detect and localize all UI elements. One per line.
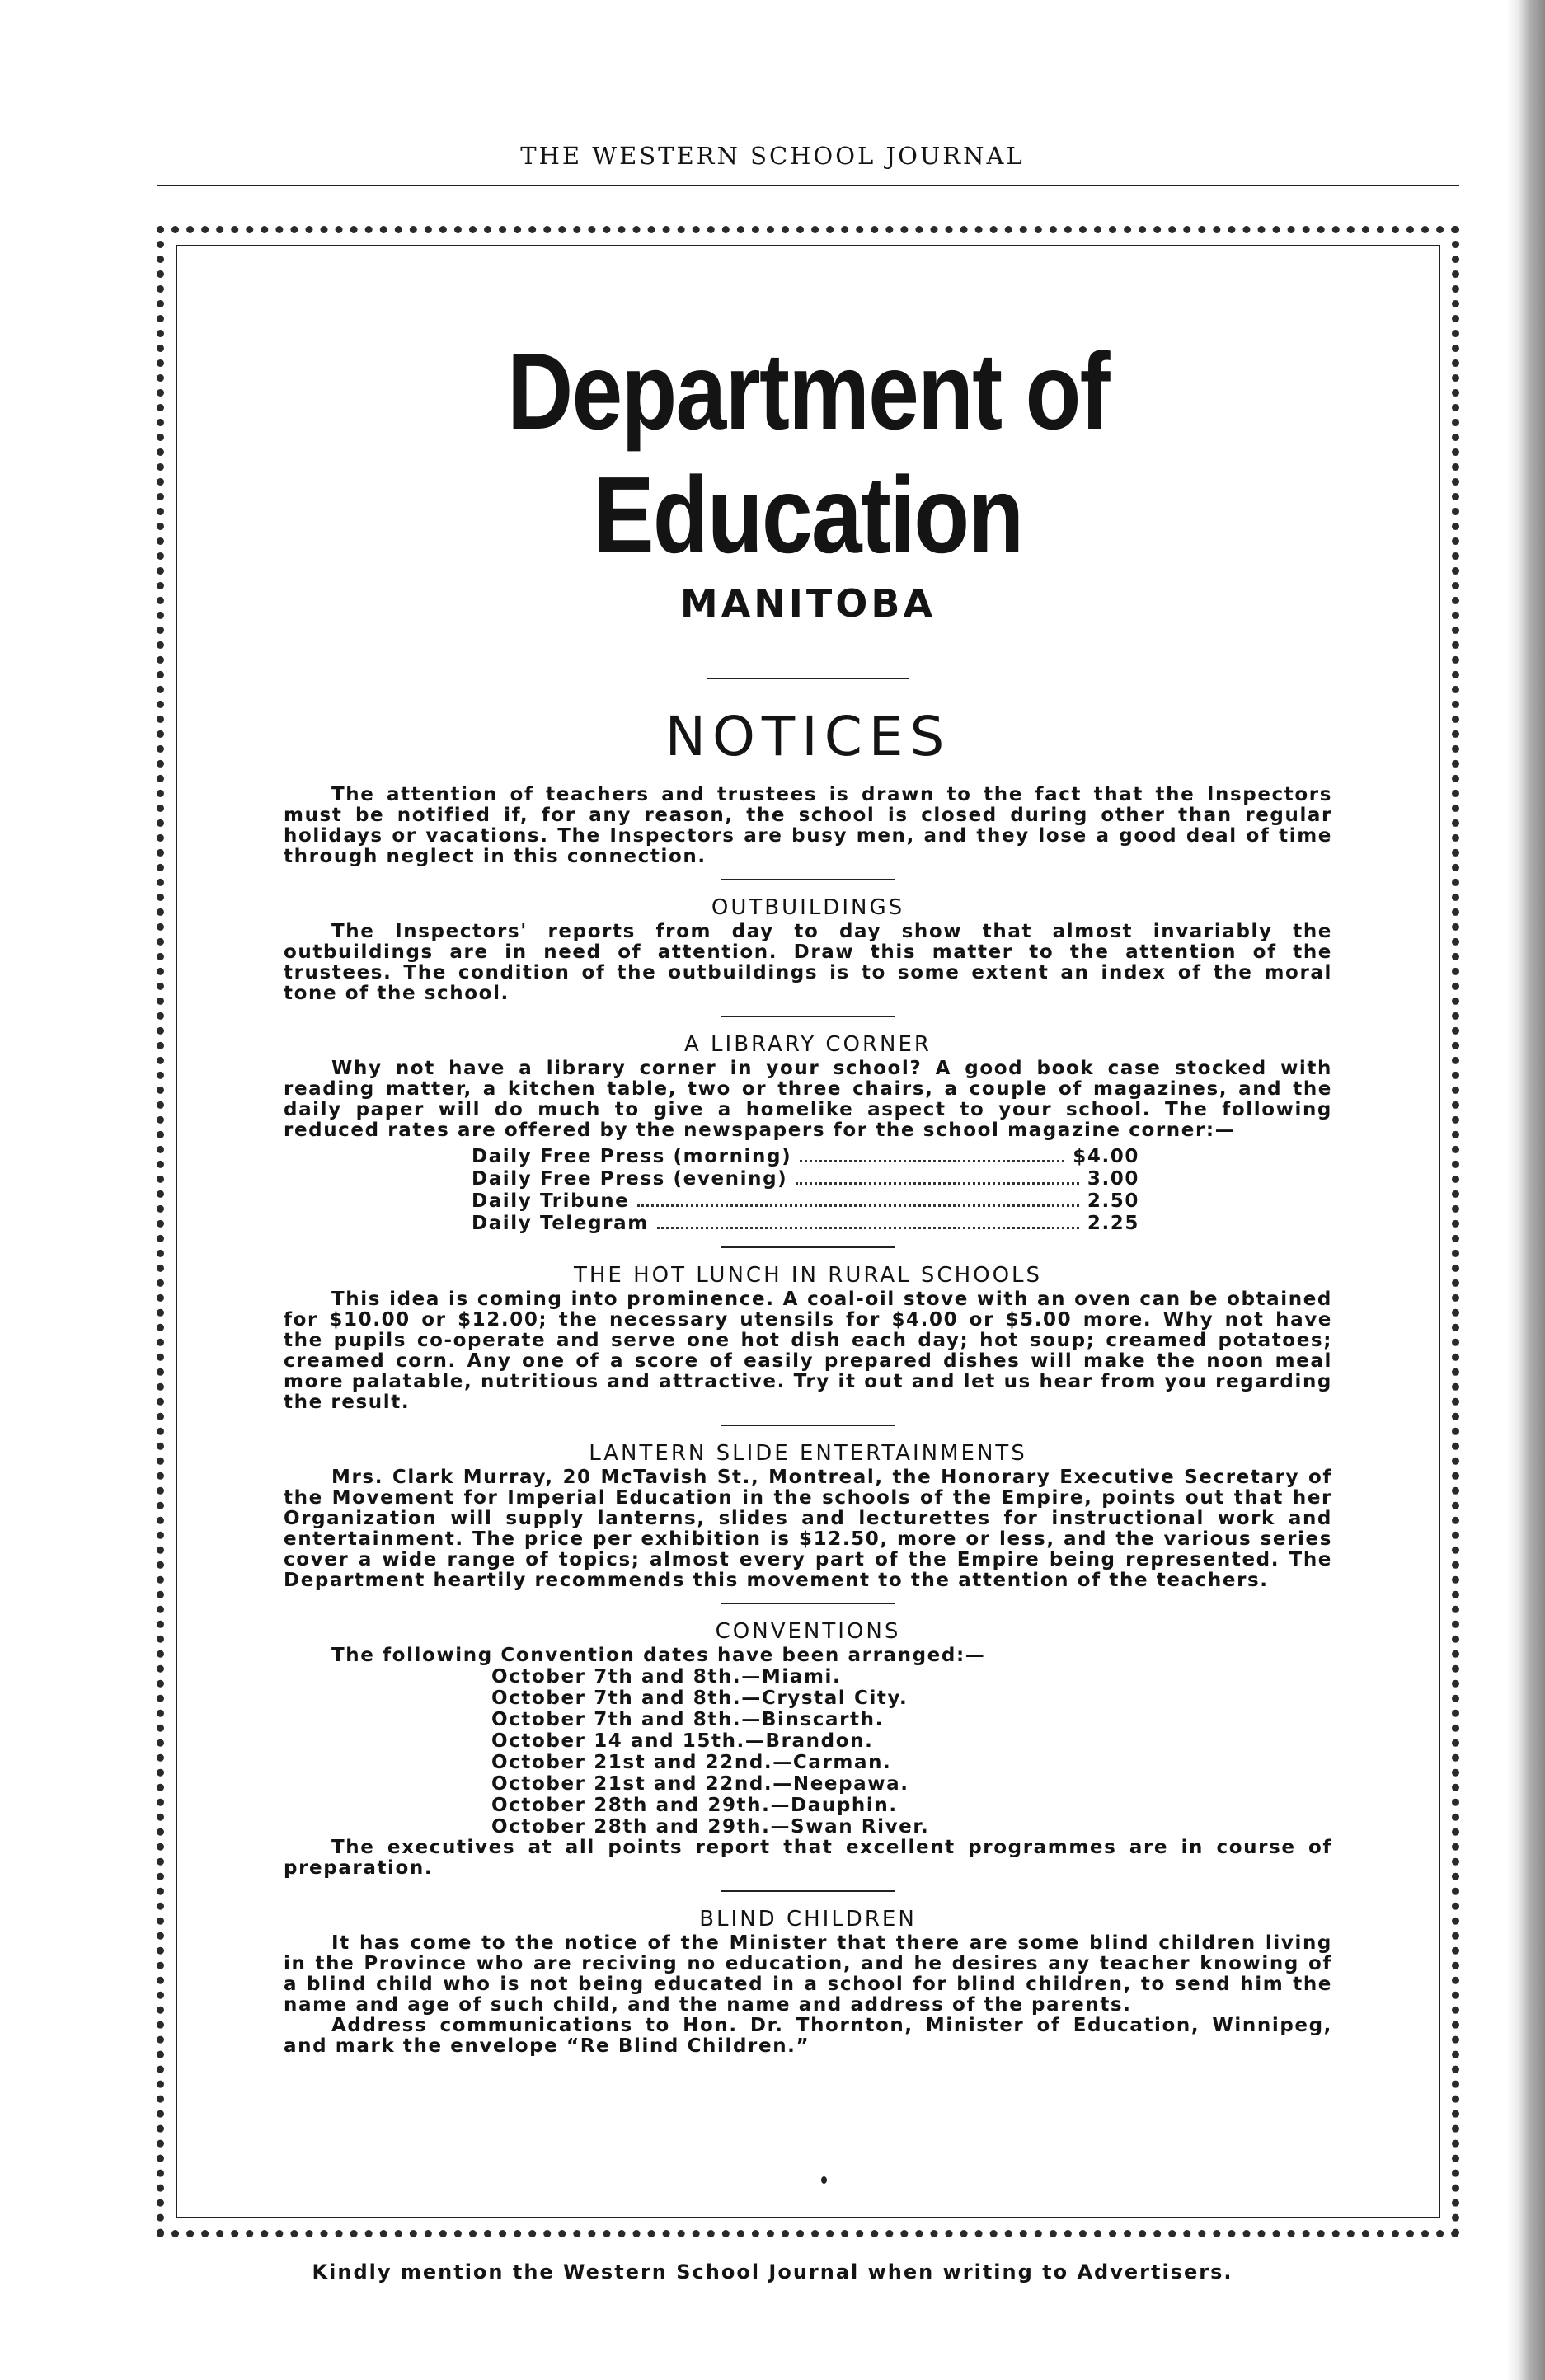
department-title: Department of Education <box>507 331 1109 575</box>
header-rule <box>157 185 1459 186</box>
blind-children-address: Address communications to Hon. Dr. Thornton, Minister of Education, Winnipeg, and mark the envelope “Re Blind Children.” <box>284 2015 1332 2057</box>
section-divider <box>721 1246 895 1248</box>
notices-heading: NOTICES <box>664 705 951 768</box>
journal-header: THE WESTERN SCHOOL JOURNAL <box>520 142 1025 170</box>
rate-price: 3.00 <box>1087 1168 1139 1190</box>
outbuildings-text: The Inspectors' reports from day to day show that almost invariably the outbuildings are in need of attention. Draw this matter to the attention of the trustees. The condition of the outbuildings is to some extent an index of the moral tone of the school. <box>284 921 1332 1004</box>
section-divider <box>721 1603 895 1604</box>
convention-date: October 28th and 29th.—Swan River. <box>491 1816 930 1838</box>
blind-children-text: It has come to the notice of the Minister that there are some blind children living in the Province who are reciving no education, and he desires any teacher knowing of a blind child who is not being educated in a school for blind children, to send him the name and age of such child, and the name and address of the parents. <box>284 1932 1332 2016</box>
footer-note: Kindly mention the Western School Journal when writing to Advertisers. <box>312 2260 1233 2284</box>
hot-lunch-heading: THE HOT LUNCH IN RURAL SCHOOLS <box>573 1263 1043 1288</box>
library-text: Why not have a library corner in your school? A good book case stocked with reading matter, a kitchen table, two or three chairs, a couple of magazines, and the daily paper will do much to give a homelike aspect to your school. The following reduced rates are offered by the newspapers for the school magazine corner:— <box>284 1058 1332 1141</box>
section-divider <box>721 1016 895 1017</box>
convention-date: October 21st and 22nd.—Carman. <box>491 1752 892 1773</box>
conventions-outro: The executives at all points report that excellent programmes are in course of preparation. <box>284 1837 1332 1879</box>
rate-name: Daily Free Press (evening) <box>472 1168 788 1190</box>
rate-name: Daily Tribune <box>472 1190 630 1212</box>
lantern-heading: LANTERN SLIDE ENTERTAINMENTS <box>589 1441 1027 1466</box>
convention-date: October 7th and 8th.—Crystal City. <box>491 1688 909 1709</box>
dot-leader <box>796 1182 1079 1185</box>
section-divider <box>721 1890 895 1892</box>
outbuildings-heading: OUTBUILDINGS <box>711 895 905 920</box>
convention-dates <box>491 1666 1332 1838</box>
rate-row <box>472 1190 1139 1213</box>
blind-children-heading: BLIND CHILDREN <box>699 1907 917 1932</box>
conventions-intro: The following Convention dates have been arranged:— <box>331 1645 986 1666</box>
ornament-dot <box>821 2176 827 2184</box>
dot-leader <box>800 1160 1064 1162</box>
dot-leader <box>637 1204 1078 1207</box>
rate-price: 2.50 <box>1087 1190 1139 1212</box>
rate-price: 2.25 <box>1087 1213 1139 1234</box>
notices-intro: The attention of teachers and trustees is drawn to the fact that the Inspectors must be notified if, for any reason, the school is closed during other than regular holidays or vacations. The Inspectors are busy men, and they lose a good deal of time through neglect in this connection. <box>284 784 1332 867</box>
rate-name: Daily Telegram <box>472 1213 649 1234</box>
province-subtitle: MANITOBA <box>679 581 937 626</box>
dot-leader <box>657 1227 1079 1229</box>
conventions-heading: CONVENTIONS <box>715 1619 901 1644</box>
rate-row <box>472 1213 1139 1235</box>
title-divider <box>707 678 909 679</box>
advertisement-content <box>284 330 1332 2057</box>
rate-row <box>472 1146 1139 1168</box>
convention-date: October 7th and 8th.—Binscarth. <box>491 1709 884 1730</box>
rate-name: Daily Free Press (morning) <box>472 1146 792 1167</box>
convention-date: October 7th and 8th.—Miami. <box>491 1666 842 1688</box>
newspaper-rates <box>472 1146 1139 1235</box>
convention-date: October 21st and 22nd.—Neepawa. <box>491 1773 909 1795</box>
rate-price: $4.00 <box>1073 1146 1139 1167</box>
page-edge-shadow <box>1507 0 1545 2380</box>
library-heading: A LIBRARY CORNER <box>683 1032 932 1057</box>
hot-lunch-text: This idea is coming into prominence. A coal-oil stove with an oven can be obtained for $10.00 or $12.00; the necessary utensils for $4.00 or $5.00 more. Why not have the pupils co-operate and serve one hot dish each day; hot soup; creamed potatoes; creamed corn. Any one of a score of easily prepared dishes will make the noon meal more palatable, nutritious and attractive. Try it out and let us hear from you regarding the result. <box>284 1289 1332 1413</box>
convention-date: October 14 and 15th.—Brandon. <box>491 1730 874 1752</box>
convention-date: October 28th and 29th.—Dauphin. <box>491 1795 898 1816</box>
rate-row <box>472 1168 1139 1190</box>
lantern-text: Mrs. Clark Murray, 20 McTavish St., Montreal, the Honorary Executive Secretary of the Movement for Imperial Education in the schools of the Empire, points out that her Organization will supply lanterns, slides and lecturettes for instructional work and entertainment. The price per exhibition is $12.50, more or less, and the various series cover a wide range of topics; almost every part of the Empire being represented. The Department heartily recommends this movement to the attention of the teachers. <box>284 1467 1332 1591</box>
section-divider <box>721 879 895 880</box>
section-divider <box>721 1425 895 1426</box>
